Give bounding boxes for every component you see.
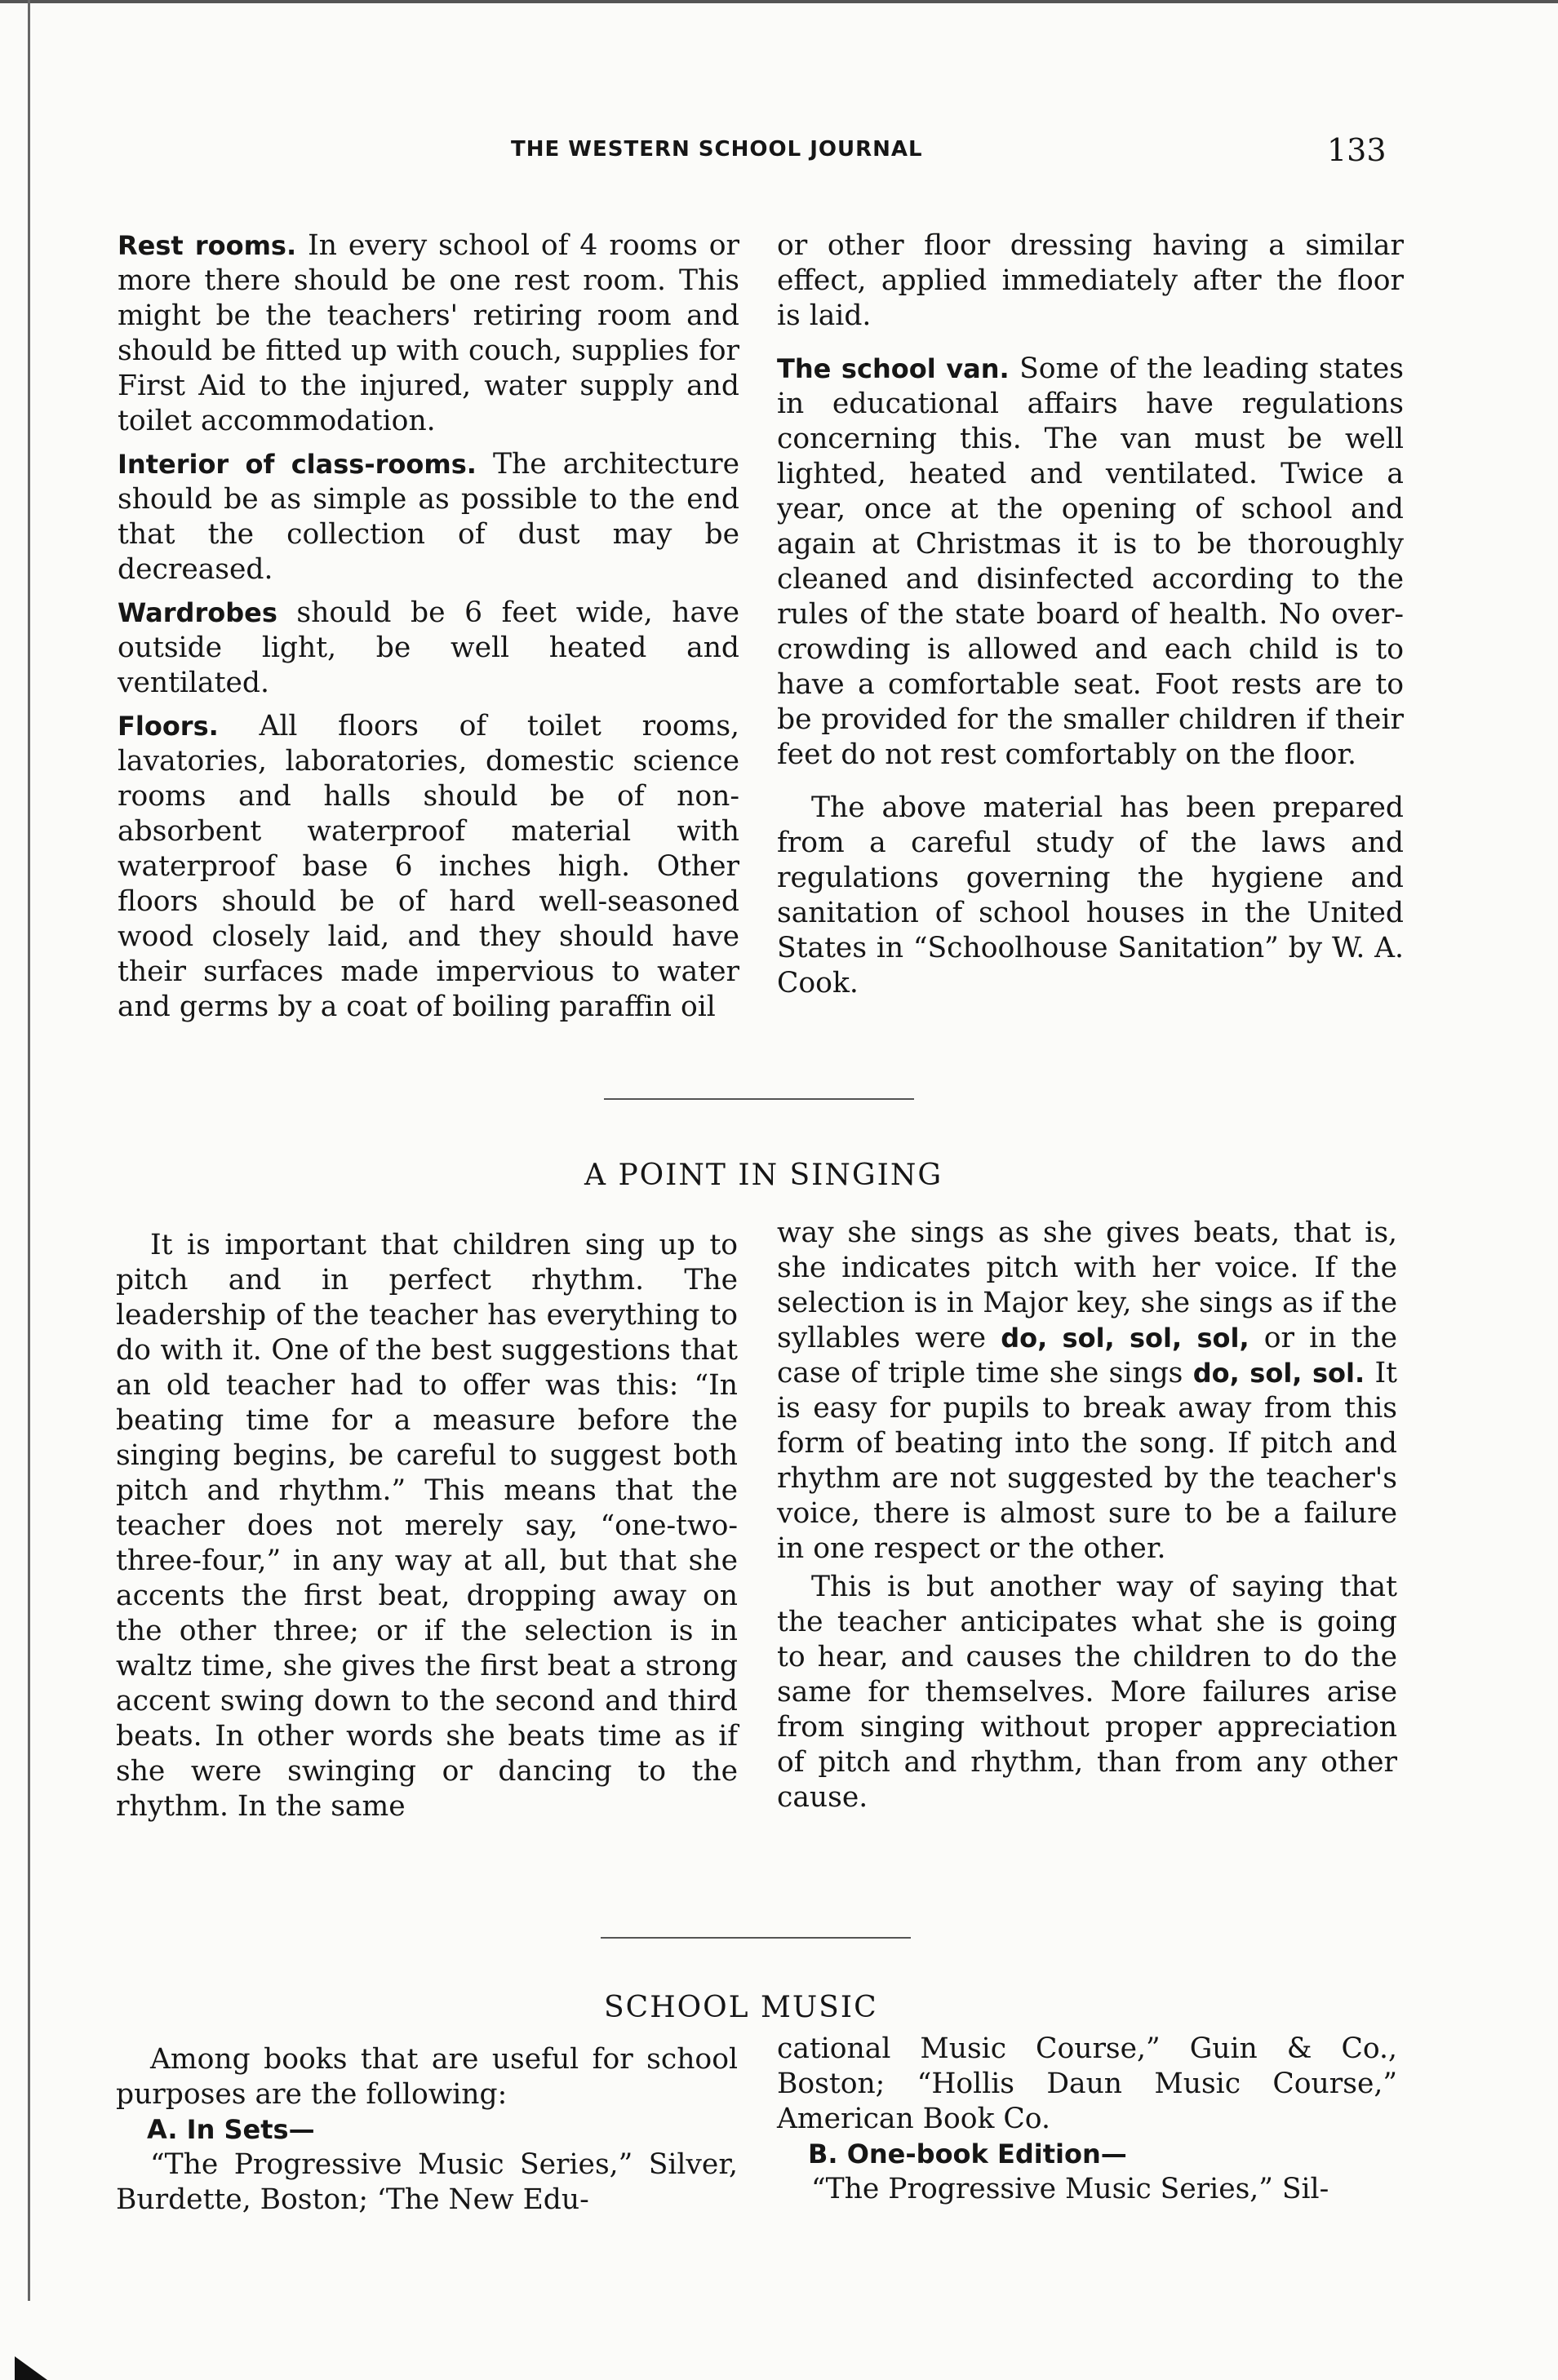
paragraph-lead: Wardrobes — [118, 597, 277, 628]
rest-rooms-paragraph — [118, 228, 739, 439]
paragraph-text: It is easy for pupils to break away from this form of beating into the song. If pitch and rhythm are not suggested by the teacher's voice, there is almost sure to be a failure in one respect or the other. — [777, 1357, 1397, 1565]
paragraph-text: way she sings as she gives beats, that is, she indicates pitch with her voice. If the selection is in Major key, she sings as if the syllables were — [777, 1217, 1397, 1354]
corner-mark — [15, 2356, 47, 2380]
section3-left-column — [116, 2042, 738, 2218]
section-divider — [604, 1098, 914, 1100]
paragraph-text: The architecture should be as simple as possible to the end that the collection of dust may be decreased. — [118, 448, 739, 586]
section-title-singing: A POINT IN SINGING — [584, 1159, 943, 1192]
floors-paragraph — [118, 709, 739, 1025]
paragraph-text: All floors of toilet rooms, lavatories, laboratories, domestic science rooms and halls should be of non-absorbent waterproof material with waterproof base 6 inches high. Other floors should be of hard well-seasoned wood closely laid, and they should have their surfaces made impervious to water and germs by a coat of boiling paraffin oil — [118, 710, 739, 1023]
singing-paragraph-1-continued — [777, 1216, 1397, 1567]
paragraph-text: In every school of 4 rooms or more there should be one rest room. This might be the teachers' retiring room and should be fitted up with couch, supplies for First Aid to the injured, water supply and toilet accommodation. — [118, 229, 740, 437]
heading-in-sets — [116, 2112, 738, 2147]
paragraph-text: Some of the leading states in educational affairs have regulations concerning this. The van must be well lighted, heated and ventilated. Twice a year, once at the opening of school and again at Christmas it is to be thoroughly cleaned and disinfected according to the rules of the state board of health. No over-crowding is allowed and each child is to have a comfortable seat. Foot rests are to be provided for the smaller children if their feet do not rest comfortably on the floor. — [777, 352, 1405, 771]
singing-paragraph-1: It is important that children sing up to pitch and in perfect rhythm. The leadership of the teacher has everything to do with it. One of the best suggestions that an old teacher had to offer was this: “In beating time for a measure before the singing begins, be careful to suggest both pitch and rhythm.” This means that the teacher does not merely say, “one-two-three-four,” in any way at all, but that she accents the first beat, dropping away on the other three; or if the selection is in waltz time, she gives the first beat a strong accent swing down to the second and third beats. In other words she beats time as if she were swinging or dancing to the rhythm. In the same — [116, 1229, 738, 1823]
paragraph-lead: The school van. — [777, 353, 1010, 384]
paragraph-lead: Floors. — [118, 711, 219, 742]
paragraph-text: or in the case of triple time she sings — [777, 1322, 1398, 1389]
heading-one-book — [777, 2137, 1397, 2172]
sets-continuation: cational Music Course,” Guin & Co., Boston; “Hollis Daun Music Course,” American Book Co. — [777, 2032, 1397, 2135]
syllables-major: do, sol, sol, sol, — [1001, 1323, 1250, 1354]
interior-paragraph — [118, 447, 739, 587]
section2-right-column — [777, 1216, 1397, 1815]
section1-right-column — [777, 228, 1404, 1001]
sets-list: “The Progressive Music Series,” Silver, Burdette, Boston; ‘The New Edu- — [116, 2148, 738, 2216]
section3-right-column — [777, 2032, 1397, 2207]
left-margin-rule — [28, 0, 30, 2301]
paragraph-lead: Interior of class-rooms. — [118, 449, 477, 480]
paragraph-text: should be 6 feet wide, have outside light, be well heated and ventilated. — [118, 596, 739, 699]
section1-left-column — [118, 228, 739, 1025]
syllables-triple: do, sol, sol. — [1192, 1358, 1365, 1389]
paragraph-lead: Rest rooms. — [118, 230, 297, 261]
section-divider — [601, 1937, 911, 1939]
running-title: THE WESTERN SCHOOL JOURNAL — [511, 137, 923, 162]
school-van-paragraph — [777, 352, 1404, 773]
heading-b: B. One-book Edition— — [808, 2138, 1127, 2169]
singing-paragraph-2: This is but another way of saying that the teacher anticipates what she is going to hear, and causes the children to do the same for themselves. More failures arise from singing without proper appreciation of pitch and rhythm, than from any other cause. — [777, 1571, 1397, 1814]
page-number: 133 — [1327, 132, 1387, 168]
top-edge-rule — [0, 0, 1558, 3]
section2-left-column — [116, 1228, 738, 1824]
source-note: The above material has been prepared from a careful study of the laws and regulations governing the hygiene and sanitation of school houses in the United States in “Schoolhouse Sanitation” by W. A. Cook. — [777, 791, 1404, 999]
floors-continuation: or other floor dressing having a similar effect, applied immediately after the floor is laid. — [777, 229, 1404, 332]
music-intro: Among books that are useful for school purposes are the following: — [116, 2043, 738, 2111]
heading-a: A. In Sets— — [147, 2114, 315, 2145]
section-title-school-music: SCHOOL MUSIC — [604, 1991, 878, 2024]
one-book-list: “The Progressive Music Series,” Sil- — [811, 2173, 1329, 2205]
wardrobes-paragraph — [118, 596, 739, 701]
